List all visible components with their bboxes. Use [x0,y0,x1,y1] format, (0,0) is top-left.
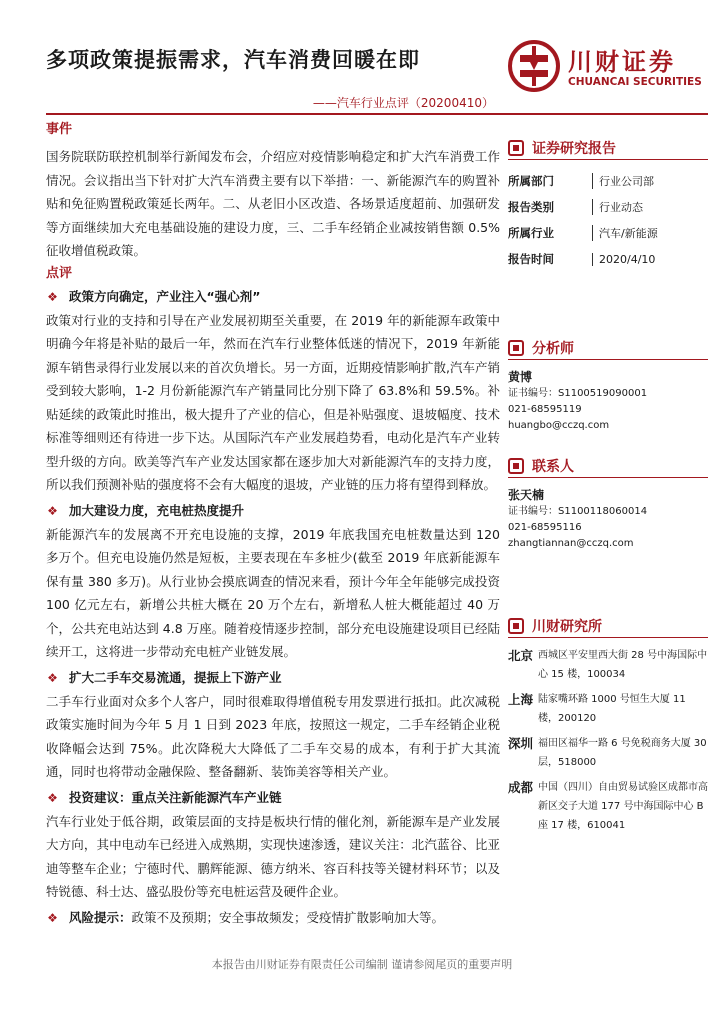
institute-heading: 川财研究所 [508,614,708,638]
report-info-heading: 证券研究报告 [508,136,708,160]
section-paragraph-charging: 新能源汽车的发展离不开充电设施的支撑，2019 年底我国充电桩数量达到 120 多万个。但充电设施仍然是短板，主要表现在车多桩少(截至 2019 年底新能源车保有量 380 多万)。从行业协会摸底调查的情况来看，预计今年全年能够完成投资 100 亿元左右，新增公共桩大概在 20 万个左右，新增私人桩大概能超过 40 万个，公共充电站达到 4.8 万座。随着疫情逐步控制，部分充电设施建设项目已经陆续开工，这将进一步带动充电桩产业链发展。 [46,526,500,659]
section-heading-investment [46,788,500,808]
footer-disclaimer: 本报告由川财证券有限责任公司编制 谨请参阅尾页的重要声明 [211,958,513,971]
analyst-cert: 证书编号：S1100519090001 [508,388,648,399]
event-paragraph: 国务院联防联控机制举行新闻发布会，介绍应对疫情影响稳定和扩大汽车消费工作情况。会议指出当下针对扩大汽车消费主要有以下举措：一、新能源汽车的购置补贴和免征购置税政策延长两年。二、从老旧小区改造、各场景适度超前、加强研发等方面继续加大充电基础设施的建设力度，三、二手车经销企业减按销售额 0.5%征收增值税政策。 [46,149,500,258]
info-row-category: 报告类别 行业动态 [508,200,643,214]
diamond-bullet-icon: ❖ [47,289,58,304]
office-beijing: 北京 西城区平安里西大街 28 号中海国际中心 15 楼，100034 [508,648,708,680]
section-paragraph-policy: 政策对行业的支持和引导在产业发展初期至关重要，在 2019 年的新能源车政策中明确今年将是补贴的最后一年，然而在汽车行业整体低迷的情况下，2019 年新能源车销售录得行业发展以来的首次负增长。另一方面，近期疫情影响扩散,汽车产销受到较大影响，1-2 月份新能源汽车产销量同比分别下降了 63.8%和 59.5%。补贴延续的政策此时推出，极大提升了产业的信心，但是补贴强度、退坡幅度、技术标准等细则还有待进一步下达。从国际汽车产业发展趋势看，电动化是汽车产业转型升级的方向。欧美等汽车产业发达国家都在逐步加大对新能源汽车的支持力度，所以我们预测补贴的强度将不会有大幅度的退坡，产业链的压力将有望得到释放。 [46,312,500,492]
section-title: 加大建设力度，充电桩热度提升 [69,502,245,518]
info-row-industry: 所属行业 汽车/新能源 [508,226,658,240]
contact-phone: 021-68595116 [508,522,582,533]
analyst-email[interactable]: huangbo@cczq.com [508,420,610,431]
section-paragraph-investment: 汽车行业处于低谷期，政策层面的支持是板块行情的催化剂，新能源车是产业发展大方向，其中电动车已经进入成熟期，实现快速渗透，建议关注：北汽蓝谷、比亚迪等整车企业；宁德时代、鹏辉能源、德方纳米、容百科技等关键材料环节；以及特锐德、科士达、盛弘股份等充电桩运营及硬件企业。 [46,813,500,899]
info-row-date: 报告时间 2020/4/10 [508,252,656,266]
section-title: 投资建议：重点关注新能源汽车产业链 [69,789,282,805]
diamond-bullet-icon: ❖ [47,910,58,925]
header-divider [46,113,708,115]
section-heading-used-cars [46,668,500,688]
contact-email[interactable]: zhangtiannan@cczq.com [508,538,634,549]
risk-title: 风险提示： [69,909,132,925]
report-icon [508,140,524,156]
contact-icon [508,458,524,474]
chuancai-logo-icon [508,40,560,92]
analyst-phone: 021-68595119 [508,404,582,415]
diamond-bullet-icon: ❖ [47,670,58,685]
logo-name-cn: 川财证券 [568,48,676,76]
risk-warning [46,908,500,928]
diamond-bullet-icon: ❖ [47,503,58,518]
section-title: 扩大二手车交易流通，提振上下游产业 [69,669,282,685]
institute-icon [508,618,524,634]
risk-text: 政策不及预期；安全事故频发；受疫情扩散影响加大等。 [131,909,445,925]
office-shanghai: 上海 陆家嘴环路 1000 号恒生大厦 11 楼，200120 [508,692,686,724]
comment-heading: 点评 [46,265,73,281]
section-title: 政策方向确定，产业注入“强心剂” [69,288,261,304]
main-content [46,121,500,930]
analyst-heading: 分析师 [508,336,708,360]
sidebar [508,136,708,841]
analyst-icon [508,340,524,356]
report-title: 多项政策提振需求，汽车消费回暖在即 [46,48,420,72]
analyst-name: 黄博 [508,370,533,384]
report-subtitle: ——汽车行业点评（20200410） [312,96,494,110]
office-shenzhen: 深圳 福田区福华一路 6 号免税商务大厦 30 层，518000 [508,736,707,768]
contact-heading: 联系人 [508,454,708,478]
section-heading-charging [46,501,500,521]
info-row-department: 所属部门 行业公司部 [508,174,654,188]
company-logo [508,38,708,94]
office-chengdu: 成都 中国（四川）自由贸易试验区成都市高新区交子大道 177 号中海国际中心 B 座 17 楼，610041 [508,780,708,831]
section-heading-policy [46,287,500,307]
contact-name: 张天楠 [508,488,545,502]
event-heading: 事件 [46,122,73,137]
logo-name-en: CHUANCAI SECURITIES [568,76,702,88]
section-paragraph-used-cars: 二手车行业面对众多个人客户，同时很难取得增值税专用发票进行抵扣。此次减税政策实施时间为今年 5 月 1 日到 2023 年底，按照这一规定，二手车经销企业税收降幅会达到 75%。此次降税大大降低了二手车交易的成本，有利于扩大其流通，同时也将带动金融保险、整备翻新、装饰美容等相关产业。 [46,693,500,779]
contact-cert: 证书编号：S1100118060014 [508,506,648,517]
diamond-bullet-icon: ❖ [47,790,58,805]
